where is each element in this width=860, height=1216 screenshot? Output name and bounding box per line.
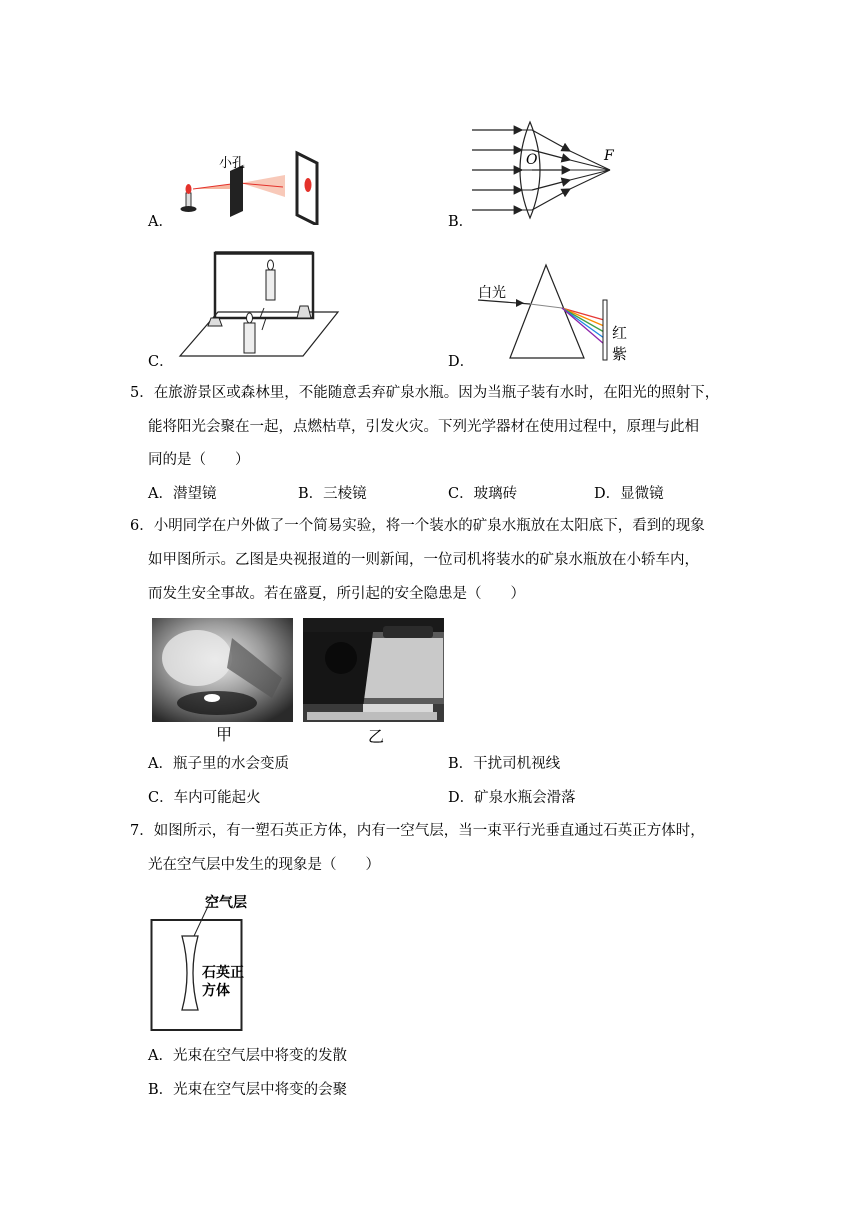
q5-line-2: 能将阳光会聚在一起，点燃枯草，引发火灾。下列光学器材在使用过程中，原理与此相 — [148, 419, 699, 435]
caption-yi: 乙 — [368, 727, 385, 746]
focus-label: F — [604, 148, 614, 164]
option-c-label: C． — [148, 354, 174, 370]
q6-line-3: 而发生安全事故。若在盛夏，所引起的安全隐患是（ ） — [148, 586, 525, 602]
q7-option-a: A．光束在空气层中将变的发散 — [148, 1048, 347, 1064]
air-layer-label: 空气层 — [205, 895, 247, 911]
q5-option-a: A．潜望镜 — [148, 486, 217, 502]
caption-jia: 甲 — [216, 725, 233, 744]
q6-option-a: A．瓶子里的水会变质 — [148, 756, 289, 772]
option-a-label: A． — [148, 214, 173, 230]
quartz-label-1: 石英正 — [202, 965, 244, 981]
lens-center-label: O — [526, 152, 538, 168]
white-light-label: 白光 — [478, 285, 506, 301]
photo-yi — [303, 618, 444, 722]
q5-line-3: 同的是（ ） — [148, 452, 250, 468]
violet-label: 紫 — [612, 345, 628, 363]
q5-option-b: B．三棱镜 — [298, 486, 367, 502]
q5-option-d: D．显微镜 — [594, 486, 664, 502]
quartz-label-2: 方体 — [202, 983, 230, 999]
q7-option-b: B．光束在空气层中将变的会聚 — [148, 1082, 348, 1098]
q6-option-b: B．干扰司机视线 — [448, 756, 561, 772]
q5-option-c: C．玻璃砖 — [448, 486, 518, 502]
option-c-figure — [178, 248, 343, 358]
q7-line-1: 7．如图所示，有一塑石英正方体，内有一空气层，当一束平行光垂直通过石英正方体时， — [130, 823, 705, 839]
option-a-figure — [175, 145, 325, 225]
q6-option-d: D．矿泉水瓶会滑落 — [448, 790, 576, 806]
option-d-label: D． — [448, 354, 475, 370]
hole-label: 小孔 — [219, 156, 246, 171]
q6-option-c: C．车内可能起火 — [148, 790, 261, 806]
option-b-label: B． — [448, 214, 474, 230]
photo-jia — [152, 618, 293, 722]
q7-line-2: 光在空气层中发生的现象是（ ） — [148, 857, 380, 873]
q6-line-2: 如甲图所示。乙图是央视报道的一则新闻，一位司机将装水的矿泉水瓶放在小轿车内， — [148, 552, 699, 568]
q6-line-1: 6．小明同学在户外做了一个简易实验，将一个装水的矿泉水瓶放在太阳底下，看到的现象 — [130, 518, 705, 534]
red-label: 红 — [612, 324, 628, 342]
q5-line-1: 5．在旅游景区或森林里，不能随意丢弃矿泉水瓶。因为当瓶子装有水时，在阳光的照射下， — [130, 385, 720, 401]
option-b-figure — [470, 120, 630, 220]
